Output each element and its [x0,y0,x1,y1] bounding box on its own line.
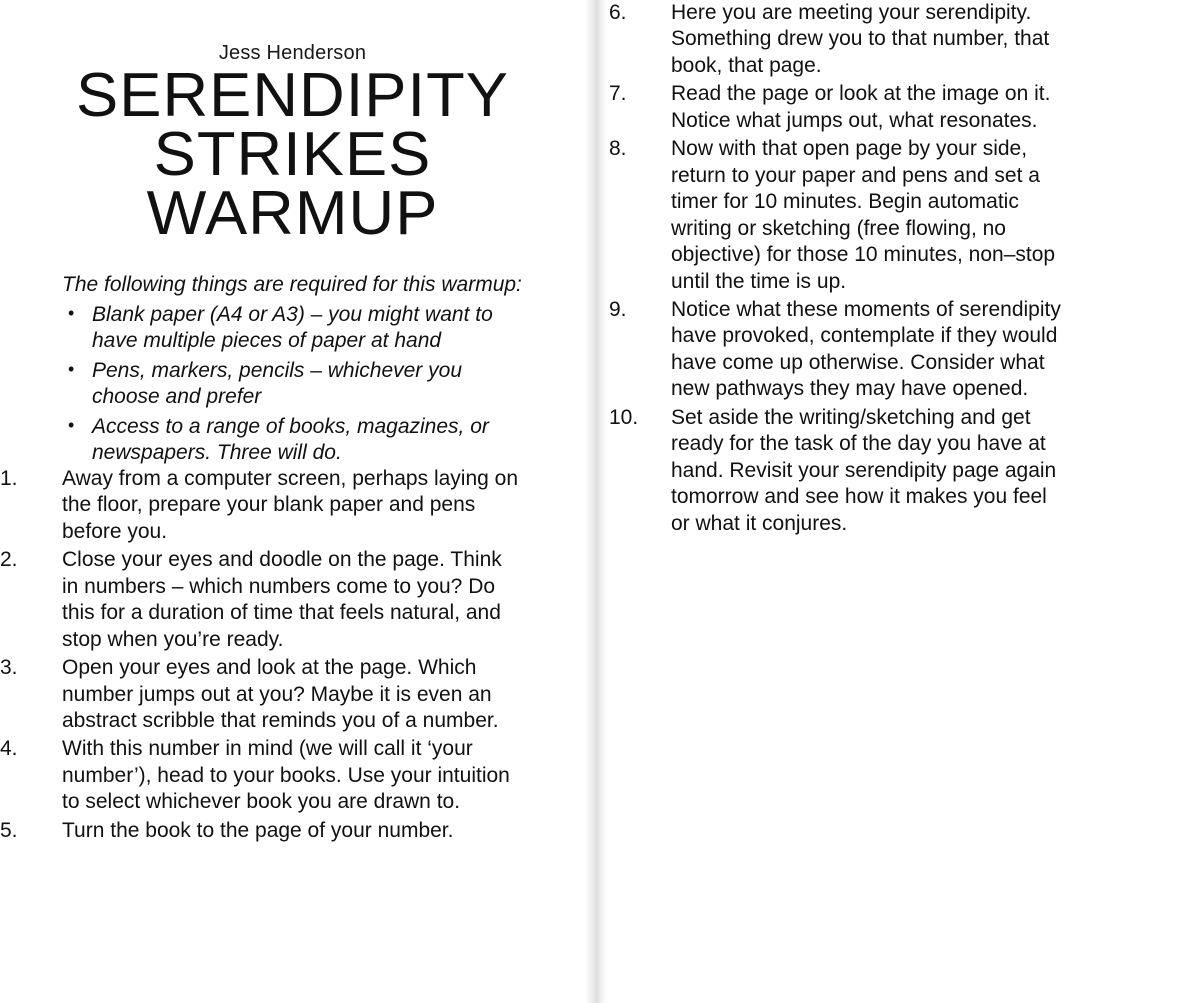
requirements-block [62,272,532,466]
list-item [0,818,520,844]
right-page [609,0,1181,1003]
step-text: Set aside the writing/sketching and get ready for the task of the day you have at hand. Revisit your serendipity page again tomorrow and see how it makes you feel or what it conjures. [671,405,1057,535]
step-number: 7. [609,82,627,106]
list-item [609,405,1069,537]
step-number: 2. [0,548,18,572]
step-text: With this number in mind (we will call it ‘your number’), head to your books. Use your intuition to select whichever book you are drawn to. [62,737,510,814]
step-text: Away from a computer screen, perhaps laying on the floor, prepare your blank paper and pens before you. [62,466,519,543]
list-item [609,0,1069,79]
requirement-text: Access to a range of books, magazines, or newspapers. Three will do. [92,414,489,464]
list-item [62,302,532,354]
list-item [0,547,520,653]
list-item [62,414,532,466]
step-text: Here you are meeting your serendipity. Something drew you to that number, that book, that page. [671,1,1050,77]
title-line-2: STRIKES [153,119,432,189]
list-item [62,358,532,410]
step-text: Open your eyes and look at the page. Which number jumps out at you? Maybe it is even an abstract scribble that reminds you of a number. [62,656,499,732]
title-line-1: SERENDIPITY [76,61,509,130]
list-item [609,81,1069,134]
step-number: 8. [609,137,627,161]
steps-list-right [609,0,1069,537]
list-item [609,136,1069,295]
requirement-text: Pens, markers, pencils – whichever you choose and prefer [92,358,462,408]
step-number: 5. [0,818,18,842]
left-page [0,0,585,1003]
list-item [0,736,520,815]
title-line-3: WARMUP [146,178,439,248]
bullet-icon: • [68,414,75,435]
requirement-text: Blank paper (A4 or A3) – you might want to have multiple pieces of paper at hand [92,302,493,352]
bullet-icon: • [68,358,75,379]
author-name: Jess Henderson [218,42,367,64]
step-number: 4. [0,737,18,761]
intro-lead: The following things are required for this warmup: [62,272,522,296]
step-text: Now with that open page by your side, return to your paper and pens and set a timer for 10 minutes. Begin automatic writing or sketching (free flowing, no objective) for those 10 minutes, non–stop until the time is up. [671,137,1056,293]
step-number: 3. [0,656,18,680]
bullet-icon: • [68,302,75,323]
step-text: Read the page or look at the image on it. Notice what jumps out, what resonates. [671,82,1051,132]
list-item [609,297,1069,403]
list-item [0,466,520,545]
step-text: Turn the book to the page of your number. [62,818,454,842]
requirements-list [62,302,532,466]
step-number: 1. [0,466,18,490]
steps-list-left [0,466,520,844]
list-item [0,655,520,734]
step-text: Close your eyes and doodle on the page. Think in numbers – which numbers come to you? Do this for a duration of time that feels natural, and stop when you’re ready. [62,548,502,651]
page-title [0,61,585,248]
step-text: Notice what these moments of serendipity have provoked, contemplate if they would have come up otherwise. Consider what new pathways they may have opened. [671,297,1061,401]
step-number: 9. [609,297,627,321]
step-number: 10. [609,405,639,429]
step-number: 6. [609,1,627,24]
title-block [0,42,585,248]
